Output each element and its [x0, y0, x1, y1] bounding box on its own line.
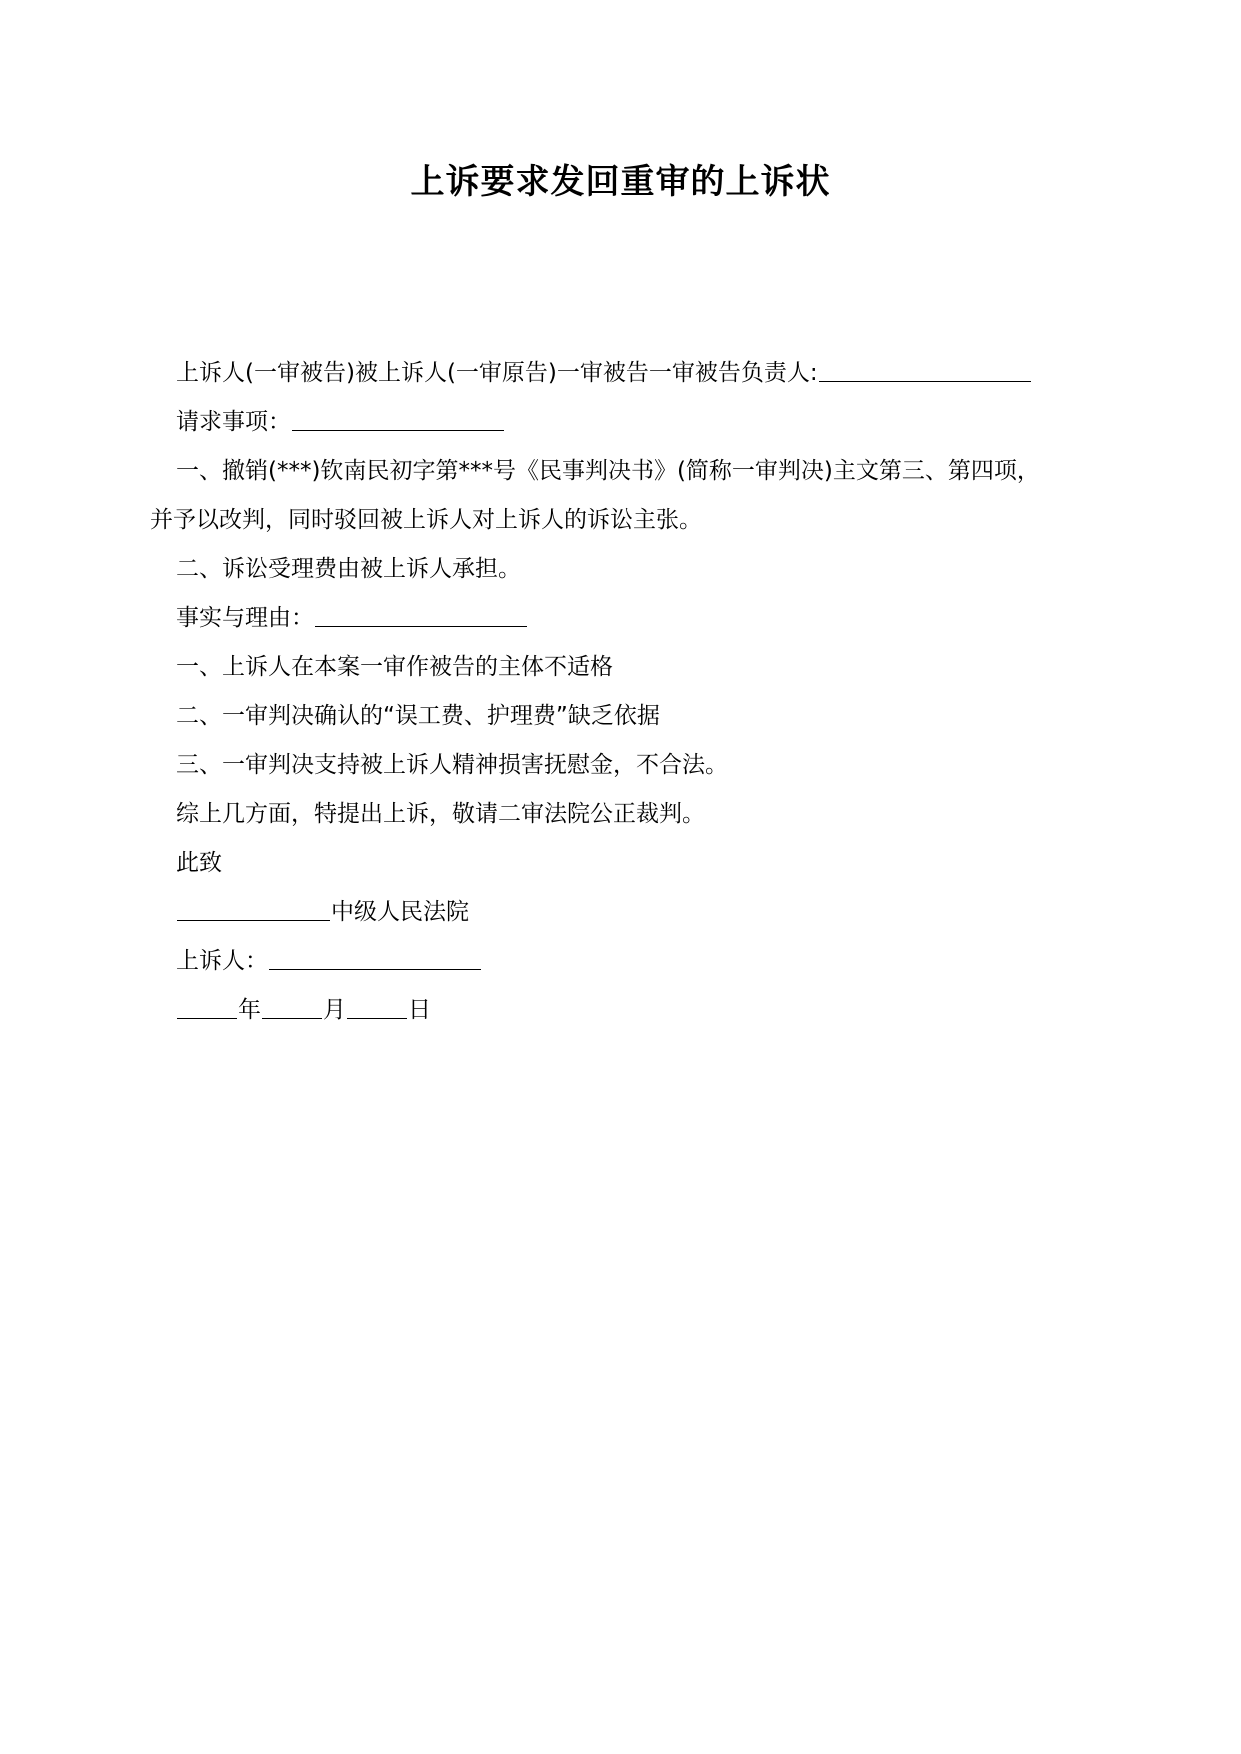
request-label-line	[150, 398, 1090, 447]
salutation-line	[150, 839, 1090, 888]
conclusion-line	[150, 790, 1090, 839]
court-suffix: 中级人民法院	[331, 899, 469, 925]
date-month: 月	[323, 997, 346, 1023]
request-1-text-part1: 一、撤销(***)钦南民初字第***号《民事判决书》(简称一审判决)主文第三、第四项，	[176, 458, 1040, 484]
date-day: 日	[408, 997, 431, 1023]
month-blank	[262, 994, 322, 1019]
conclusion-text: 综上几方面，特提出上诉，敬请二审法院公正裁判。	[176, 801, 705, 827]
reason-1-text: 一、上诉人在本案一审作被告的主体不适格	[176, 654, 613, 680]
request-1-line-1	[150, 447, 1090, 496]
request-1-line-2	[150, 496, 1090, 545]
reason-2-line	[150, 692, 1090, 741]
reason-1-line	[150, 643, 1090, 692]
appellant-label: 上诉人：	[176, 948, 268, 974]
reason-3-text: 三、一审判决支持被上诉人精神损害抚慰金，不合法。	[176, 752, 728, 778]
year-blank	[177, 994, 237, 1019]
document-body	[150, 349, 1090, 1035]
parties-blank	[819, 357, 1031, 382]
request-2-text: 二、诉讼受理费由被上诉人承担。	[176, 556, 521, 582]
date-year: 年	[238, 997, 261, 1023]
request-2-line	[150, 545, 1090, 594]
parties-text: 上诉人(一审被告)被上诉人(一审原告)一审被告一审被告负责人:	[176, 360, 818, 386]
request-blank	[292, 406, 504, 431]
facts-label: 事实与理由：	[176, 605, 314, 631]
reason-3-line	[150, 741, 1090, 790]
date-line	[150, 986, 1090, 1035]
facts-blank	[315, 602, 527, 627]
request-1-text-part2: 并予以改判，同时驳回被上诉人对上诉人的诉讼主张。	[150, 507, 702, 533]
appellant-line	[150, 937, 1090, 986]
facts-label-line	[150, 594, 1090, 643]
request-label: 请求事项：	[176, 409, 291, 435]
reason-2-text: 二、一审判决确认的“误工费、护理费”缺乏依据	[176, 703, 660, 729]
parties-line	[150, 349, 1090, 398]
appellant-blank	[269, 945, 481, 970]
court-blank	[177, 896, 330, 921]
court-line	[150, 888, 1090, 937]
document-title: 上诉要求发回重审的上诉状	[410, 162, 831, 202]
day-blank	[347, 994, 407, 1019]
salutation-text: 此致	[176, 850, 222, 876]
